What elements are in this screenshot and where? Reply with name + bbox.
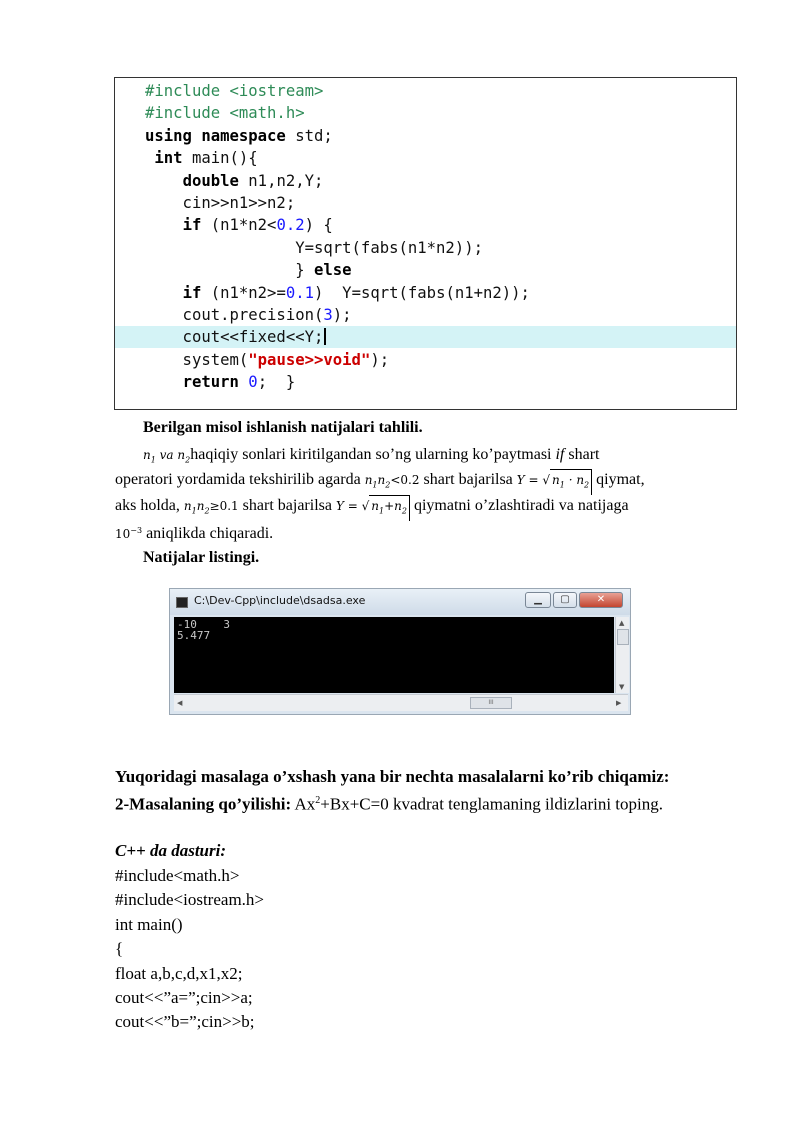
precision-power: $10^{-3}$ xyxy=(115,526,143,541)
condition-ge: $n_1n_2\ge 0.1$ xyxy=(183,499,239,516)
cpp-heading: C++ da dasturi: xyxy=(115,841,227,860)
code-token: ); xyxy=(370,350,390,369)
code-listing-line: cout<<”a=”;cin>>a; xyxy=(115,988,253,1007)
code-token xyxy=(145,216,183,234)
code-line xyxy=(115,147,736,169)
code-line-text xyxy=(145,192,295,214)
code-line xyxy=(115,214,736,236)
code-line xyxy=(115,259,736,281)
code-line xyxy=(115,304,736,326)
code-keyword: double xyxy=(182,171,239,190)
code-line-text xyxy=(145,349,389,371)
code-listing-line: { xyxy=(115,939,124,959)
code-token: cin>>n1>>n2; xyxy=(145,194,296,212)
if-keyword: if xyxy=(555,446,565,463)
code-token: Y=sqrt(fabs(n1*n2)); xyxy=(145,238,483,257)
code-number: 0 xyxy=(248,373,258,392)
console-window xyxy=(169,588,631,715)
code-keyword: return xyxy=(182,373,239,392)
code-line xyxy=(115,80,736,102)
code-line-text xyxy=(145,282,530,304)
analysis-text-2a: operatori yordamida tekshirilib agarda xyxy=(115,471,365,488)
problem-text-a: Ax xyxy=(291,794,316,814)
code-screenshot xyxy=(114,77,737,410)
code-listing-line: #include<iostream.h> xyxy=(115,890,264,910)
console-app-icon xyxy=(176,597,188,608)
analysis-text-3a: aks holda, xyxy=(115,497,184,514)
code-line xyxy=(115,125,736,147)
code-keyword: int xyxy=(154,149,183,168)
code-number: 0.1 xyxy=(285,283,315,302)
horizontal-scrollbar[interactable] xyxy=(174,694,628,711)
code-line-text xyxy=(145,80,323,102)
code-line xyxy=(115,237,736,259)
next-section-intro: Yuqoridagi masalaga o’xshash yana bir nechta masalalarni ko’rib chiqamiz: xyxy=(115,767,670,786)
analysis-text-1b: shart xyxy=(564,446,600,463)
problem-statement xyxy=(115,791,663,815)
analysis-text-3b: shart bajarilsa xyxy=(238,497,336,514)
code-token: main(){ xyxy=(182,149,258,168)
analysis-line-2 xyxy=(115,469,645,495)
problem-label: 2-Masalaning qo’yilishi: xyxy=(115,794,292,814)
code-token xyxy=(239,373,248,391)
listing-heading: Natijalar listingi. xyxy=(143,549,260,566)
console-title: C:\Dev-Cpp\include\dsadsa.exe xyxy=(194,594,366,607)
code-number: 0.2 xyxy=(276,216,305,235)
console-output-line-1: -10 3 xyxy=(177,618,230,631)
code-line xyxy=(115,349,736,371)
horizontal-scroll-thumb[interactable]: III xyxy=(470,697,512,709)
code-line-text xyxy=(145,237,483,259)
code-listing-line: int main() xyxy=(115,914,183,934)
console-output-line-2: 5.477 xyxy=(177,629,211,642)
problem-text-b: +Bx+C=0 kvadrat tenglamaning ildizlarini toping. xyxy=(320,794,663,814)
console-titlebar[interactable] xyxy=(170,589,630,615)
code-token: cout<<fixed<<Y; xyxy=(145,328,324,347)
code-token: system( xyxy=(145,350,249,369)
code-keyword: if xyxy=(182,216,202,235)
scroll-left-icon[interactable]: ◀ xyxy=(177,699,183,707)
analysis-text-2b: shart bajarilsa xyxy=(419,471,517,488)
code-keyword: if xyxy=(182,283,202,302)
code-string: "pause>>void" xyxy=(248,350,371,369)
code-keyword: else xyxy=(314,261,352,280)
close-button[interactable]: ✕ xyxy=(579,592,623,608)
vars-n1-n2: $n_1$ va $n_2$ xyxy=(143,448,191,465)
code-token: ; } xyxy=(257,373,296,392)
maximize-button[interactable]: ▢ xyxy=(553,592,577,608)
code-token: (n1*n2< xyxy=(201,216,277,235)
code-token xyxy=(145,172,183,190)
analysis-heading: Berilgan misol ishlanish natijalari tahlili. xyxy=(143,419,423,436)
code-line-text xyxy=(145,326,326,348)
code-line-text xyxy=(145,147,258,169)
analysis-text-2c: qiymat, xyxy=(592,471,645,488)
code-token: ); xyxy=(332,306,352,324)
analysis-text-3c: qiymatni o’zlashtiradi va natijaga xyxy=(409,497,629,514)
code-token xyxy=(145,149,154,167)
scroll-down-icon[interactable]: ▼ xyxy=(619,683,625,691)
scroll-right-icon[interactable]: ▶ xyxy=(616,699,622,707)
code-token: ) { xyxy=(304,216,333,235)
analysis-line-4 xyxy=(115,521,273,544)
code-line-text xyxy=(145,102,305,124)
analysis-text-1a: haqiqiy sonlari kiritilgandan so’ng ularning ko’paytmasi xyxy=(190,446,556,463)
code-line-text xyxy=(145,259,352,281)
code-token: std; xyxy=(285,126,333,145)
code-line-text xyxy=(145,304,352,326)
code-listing-line: float a,b,c,d,x1,x2; xyxy=(115,963,243,983)
text-caret xyxy=(324,328,326,345)
code-token: (n1*n2>= xyxy=(201,283,286,302)
code-line-text xyxy=(145,214,333,236)
code-token xyxy=(145,284,183,302)
formula-product: Y = √ $n_1 \cdot n_2$ xyxy=(517,473,592,487)
code-line xyxy=(115,192,736,214)
vertical-scroll-thumb[interactable] xyxy=(617,629,629,645)
minimize-button[interactable]: ▁ xyxy=(525,592,551,608)
formula-sum: Y = √ $n_1+n_2$ xyxy=(336,499,410,513)
code-line-text xyxy=(145,371,295,393)
code-line xyxy=(115,282,736,304)
code-preprocessor: #include <math.h> xyxy=(145,104,305,123)
code-line xyxy=(115,371,736,393)
code-token xyxy=(145,373,183,391)
code-line xyxy=(115,170,736,192)
code-listing-line: cout<<”b=”;cin>>b; xyxy=(115,1012,255,1032)
code-number: 3 xyxy=(323,306,333,324)
code-token: n1,n2,Y; xyxy=(238,171,324,190)
code-keyword: using namespace xyxy=(145,126,286,145)
console-output-area[interactable] xyxy=(174,617,614,693)
condition-lt: $n_1n_2<0.2$ xyxy=(364,473,420,490)
analysis-line-3 xyxy=(115,495,629,521)
analysis-text-4: aniqlikda chiqaradi. xyxy=(142,525,274,542)
code-preprocessor: #include <iostream> xyxy=(145,82,324,100)
code-line xyxy=(115,102,736,124)
code-line-text xyxy=(145,170,323,192)
code-token: cout.precision( xyxy=(145,306,324,324)
analysis-line-1 xyxy=(143,445,599,470)
code-line xyxy=(115,326,736,348)
scroll-up-icon[interactable]: ▲ xyxy=(619,619,625,627)
code-listing-line: #include<math.h> xyxy=(115,866,240,885)
code-token: } xyxy=(145,261,314,280)
code-token: ) Y=sqrt(fabs(n1+n2)); xyxy=(314,283,530,302)
code-line-text xyxy=(145,125,333,147)
problem-exponent: 2 xyxy=(315,795,321,806)
